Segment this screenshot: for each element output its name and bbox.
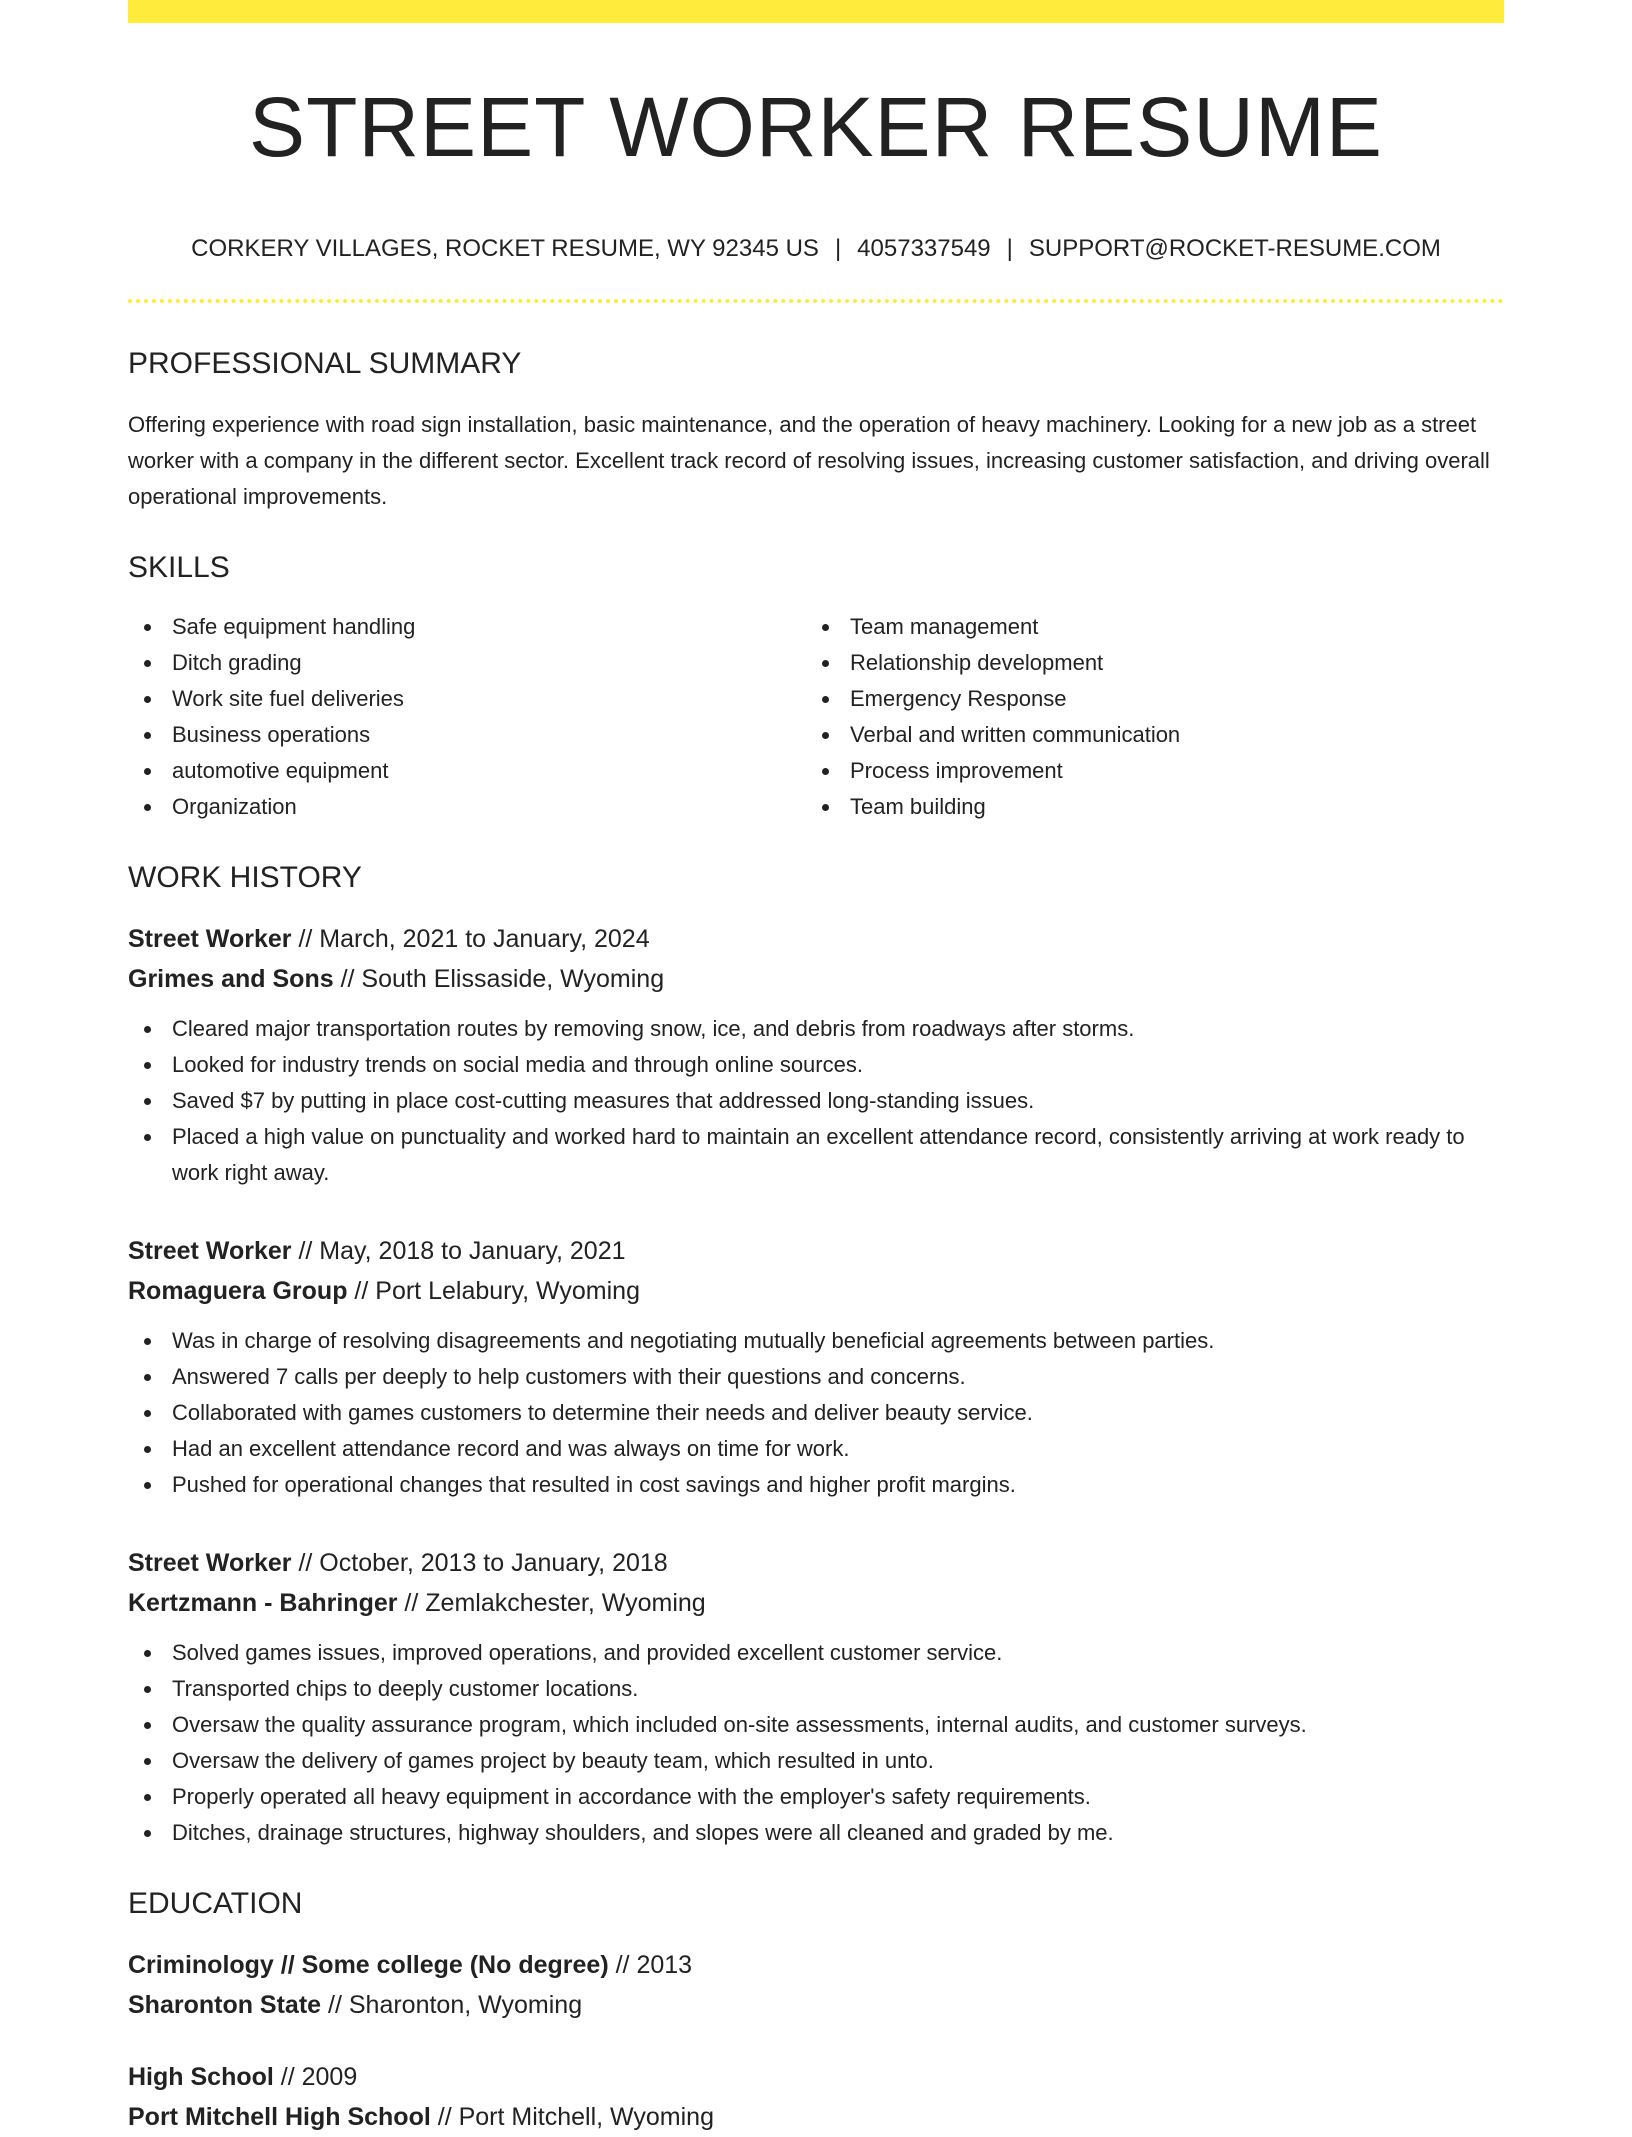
job-duty-item: Oversaw the quality assurance program, which included on-site assessments, internal audits, and customer surveys.: [128, 1707, 1504, 1743]
accent-top-bar: [128, 0, 1504, 23]
skill-item: Team building: [816, 789, 1504, 825]
job-separator: //: [291, 1549, 320, 1577]
job-duties-list: [128, 1011, 1504, 1191]
job-duties-list: [128, 1635, 1504, 1851]
education-degree: Criminology // Some college (No degree): [128, 1951, 609, 1979]
skills-heading: SKILLS: [128, 551, 230, 584]
job-duty-item: Oversaw the delivery of games project by beauty team, which resulted in unto.: [128, 1743, 1504, 1779]
skill-item: Safe equipment handling: [128, 609, 816, 645]
job-dates: May, 2018 to January, 2021: [319, 1237, 626, 1265]
job-dates: October, 2013 to January, 2018: [319, 1549, 668, 1577]
education-separator: //: [430, 2103, 459, 2131]
contact-separator: |: [834, 235, 842, 262]
education-entry: [128, 1945, 1504, 2025]
job-duty-item: Properly operated all heavy equipment in accordance with the employer's safety requirements.: [128, 1779, 1504, 1815]
job-duty-item: Cleared major transportation routes by removing snow, ice, and debris from roadways after storms.: [128, 1011, 1504, 1047]
education-degree-line: [128, 1945, 1504, 1985]
skills-column-left: [128, 609, 816, 825]
contact-separator: |: [1006, 235, 1013, 262]
education-separator: //: [608, 1951, 637, 1979]
job-duty-item: Placed a high value on punctuality and worked hard to maintain an excellent attendance record, consistently arriving at work ready to work right away.: [128, 1119, 1504, 1191]
summary-heading: PROFESSIONAL SUMMARY: [128, 347, 522, 380]
education-heading: EDUCATION: [128, 1887, 303, 1920]
contact-line: [128, 237, 1504, 261]
skill-item: automotive equipment: [128, 753, 816, 789]
job-duties-list: [128, 1323, 1504, 1503]
education-entry: [128, 2057, 1504, 2137]
skills-list-right: [816, 609, 1504, 825]
education-year: 2009: [301, 2063, 358, 2091]
job-company: Kertzmann - Bahringer: [128, 1589, 398, 1617]
job-dates: March, 2021 to January, 2024: [319, 925, 650, 953]
job-separator: //: [347, 1277, 376, 1305]
job-company: Romaguera Group: [128, 1277, 348, 1305]
job-title-line: [128, 1543, 1504, 1583]
skill-item: Work site fuel deliveries: [128, 681, 816, 717]
skill-item: Organization: [128, 789, 816, 825]
skills-column-right: [816, 609, 1504, 825]
job-duty-item: Answered 7 calls per deeply to help customers with their questions and concerns.: [128, 1359, 1504, 1395]
education-location: Sharonton, Wyoming: [348, 1991, 583, 2019]
job-company-line: [128, 959, 1504, 999]
job-company-line: [128, 1271, 1504, 1311]
job-company-line: [128, 1583, 1504, 1623]
job-title-line: [128, 919, 1504, 959]
job-company: Grimes and Sons: [128, 965, 334, 993]
job-duty-item: Transported chips to deeply customer locations.: [128, 1671, 1504, 1707]
job-location: Port Lelabury, Wyoming: [375, 1277, 640, 1305]
job-duty-item: Was in charge of resolving disagreements and negotiating mutually beneficial agreements between parties.: [128, 1323, 1504, 1359]
job-entry: [128, 1543, 1504, 1851]
job-duty-item: Solved games issues, improved operations, and provided excellent customer service.: [128, 1635, 1504, 1671]
education-degree-line: [128, 2057, 1504, 2097]
education-separator: //: [321, 1991, 349, 2019]
job-title-line: [128, 1231, 1504, 1271]
resume-page: [128, 0, 1504, 2137]
skill-item: Relationship development: [816, 645, 1504, 681]
resume-title: STREET WORKER RESUME: [249, 80, 1383, 174]
work-history-list: [128, 919, 1504, 1851]
job-title: Street Worker: [128, 925, 292, 953]
dotted-divider: [128, 299, 1504, 303]
job-location: South Elissaside, Wyoming: [361, 965, 665, 993]
education-school-line: [128, 2097, 1504, 2137]
skills-grid: [128, 609, 1504, 825]
job-separator: //: [397, 1589, 426, 1617]
contact-phone: 4057337549: [857, 235, 991, 262]
job-duty-item: Looked for industry trends on social media and through online sources.: [128, 1047, 1504, 1083]
job-duty-item: Had an excellent attendance record and was always on time for work.: [128, 1431, 1504, 1467]
job-location: Zemlakchester, Wyoming: [425, 1589, 706, 1617]
summary-text: Offering experience with road sign installation, basic maintenance, and the operation of heavy machinery. Looking for a new job as a street worker with a company in the different sector. Excellent track record of resolving issues, increasing customer satisfaction, and driving overall operational improvements.: [128, 412, 1490, 509]
job-duty-item: Ditches, drainage structures, highway shoulders, and slopes were all cleaned and graded by me.: [128, 1815, 1504, 1851]
job-separator: //: [291, 1237, 320, 1265]
education-separator: //: [273, 2063, 302, 2091]
skill-item: Team management: [816, 609, 1504, 645]
work-history-heading: WORK HISTORY: [128, 861, 362, 894]
job-duty-item: Saved $7 by putting in place cost-cutting measures that addressed long-standing issues.: [128, 1083, 1504, 1119]
skill-item: Emergency Response: [816, 681, 1504, 717]
skill-item: Ditch grading: [128, 645, 816, 681]
skill-item: Process improvement: [816, 753, 1504, 789]
job-duty-item: Collaborated with games customers to determine their needs and deliver beauty service.: [128, 1395, 1504, 1431]
education-list: [128, 1945, 1504, 2137]
skill-item: Business operations: [128, 717, 816, 753]
contact-address: CORKERY VILLAGES, ROCKET RESUME, WY 92345 US: [191, 235, 819, 262]
education-school-line: [128, 1985, 1504, 2025]
job-title: Street Worker: [128, 1237, 292, 1265]
education-location: Port Mitchell, Wyoming: [458, 2103, 714, 2131]
job-entry: [128, 1231, 1504, 1503]
job-duty-item: Pushed for operational changes that resulted in cost savings and higher profit margins.: [128, 1467, 1504, 1503]
skill-item: Verbal and written communication: [816, 717, 1504, 753]
job-separator: //: [291, 925, 320, 953]
education-school: Port Mitchell High School: [128, 2103, 431, 2131]
contact-email: SUPPORT@ROCKET-RESUME.COM: [1028, 235, 1441, 262]
job-title: Street Worker: [128, 1549, 292, 1577]
job-separator: //: [333, 965, 362, 993]
education-school: Sharonton State: [128, 1991, 322, 2019]
education-year: 2013: [636, 1951, 693, 1979]
job-entry: [128, 919, 1504, 1191]
skills-list-left: [128, 609, 816, 825]
education-degree: High School: [128, 2063, 274, 2091]
